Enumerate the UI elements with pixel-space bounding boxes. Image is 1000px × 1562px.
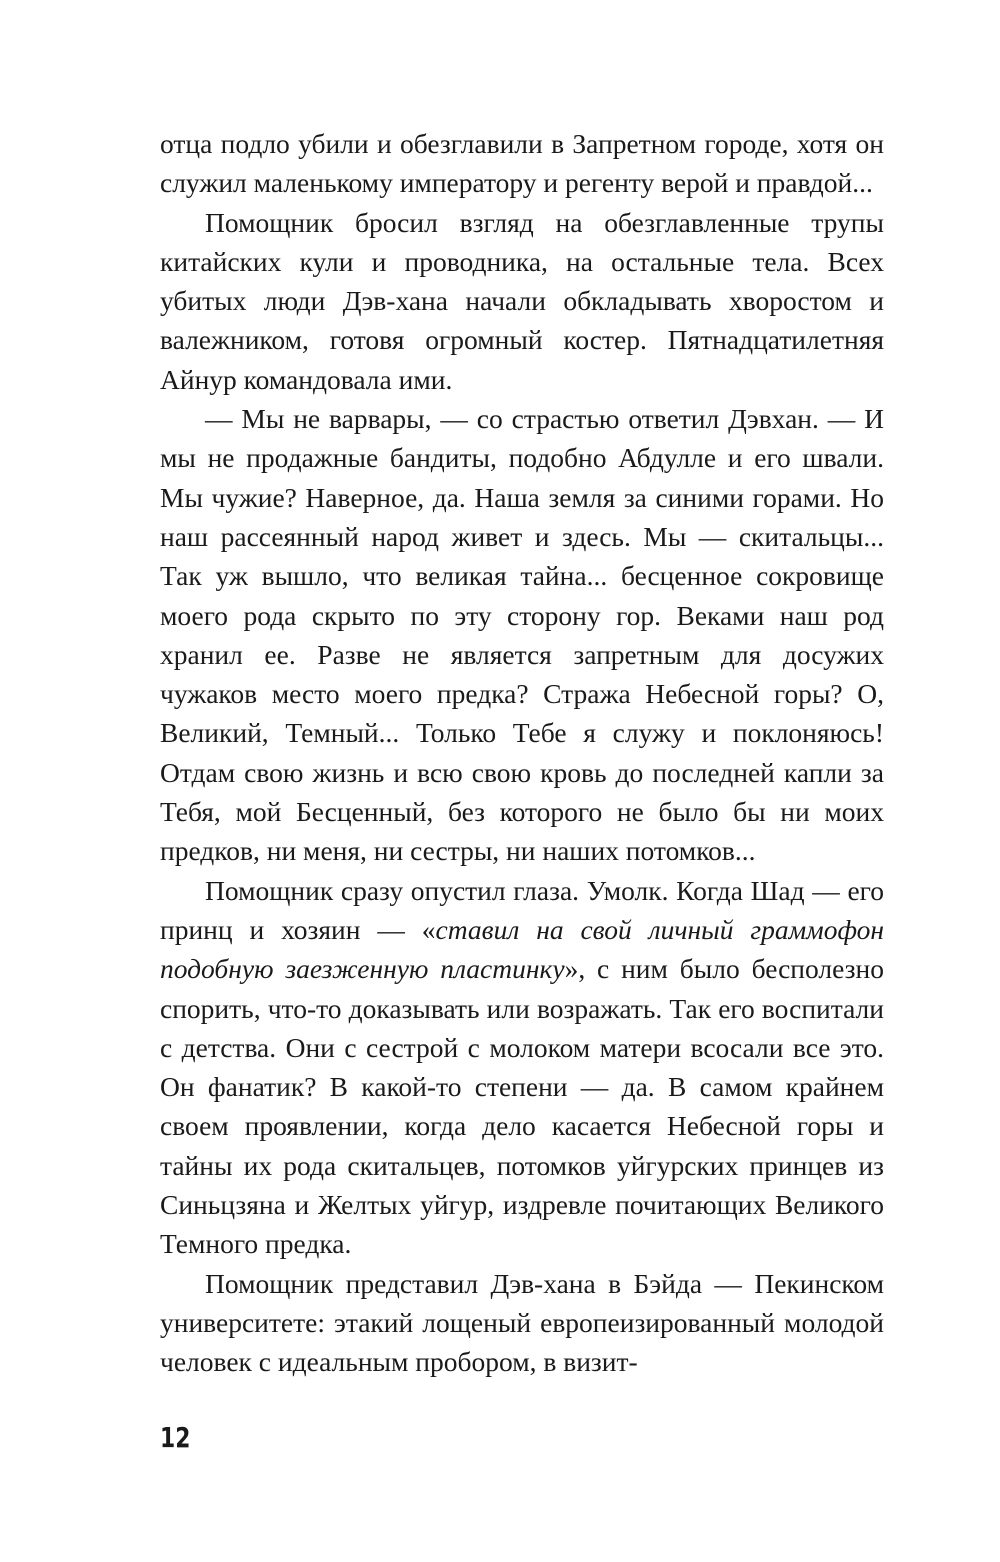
page-number: 12	[160, 1421, 191, 1454]
paragraph-4-start: Помощник сразу опустил глаза. Умолк. Когда Шад — его принц и хозяин — «	[160, 874, 884, 945]
paragraph-3: — Мы не варвары, — со страстью ответил Дэвхан. — И мы не продажные бандиты, подобно Абдулле и его швали. Мы чужие? Наверное, да. Наша земля за синими горами. Но наш рассеянный народ живет и здесь. Мы — скитальцы... Так уж вышло, что великая тайна... бесценное сокровище моего рода скрыто по эту сторону гор. Веками наш род хранил ее. Разве не является запретным для досужих чужаков место моего предка? Стража Небесной горы? О, Великий, Темный... Только Тебе я служу и поклоняюсь! Отдам свою жизнь и всю свою кровь до последней капли за Тебя, мой Бесценный, без которого не было бы ни моих предков, ни меня, ни сестры, ни наших потомков...	[160, 403, 884, 867]
paragraph-4-end: », с ним было бесполезно спорить, что-то доказывать или возражать. Так его воспитали с детства. Они с сестрой с молоком матери всосали все это. Он фанатик? В какой-то степени — да. В самом крайнем своем проявлении, когда дело касается Небесной горы и тайны их рода скитальцев, потомков уйгурских принцев из Синьцзяна и Желтых уйгур, издревле почитающих Великого Темного предка.	[160, 953, 884, 1260]
body-text	[160, 124, 884, 1382]
paragraph-4	[160, 871, 884, 1264]
paragraph-2: Помощник бросил взгляд на обезглавленные трупы китайских кули и проводника, на остальные тела. Всех убитых люди Дэв-хана начали обкладывать хворостом и валежником, готовя огромный костер. Пятнадцатилетняя Айнур командовала ими.	[160, 206, 884, 395]
paragraph-5: Помощник представил Дэв-хана в Бэйда — Пекинском университете: этакий лощеный европеизированный молодой человек с идеальным пробором, в визит-	[160, 1267, 884, 1378]
paragraph-1: отца подло убили и обезглавили в Запретном городе, хотя он служил маленькому императору и регенту верой и правдой...	[160, 128, 884, 199]
paragraph-4-italic-quote: ставил на свой личный граммофон подобную заезженную пластинку	[160, 913, 884, 985]
